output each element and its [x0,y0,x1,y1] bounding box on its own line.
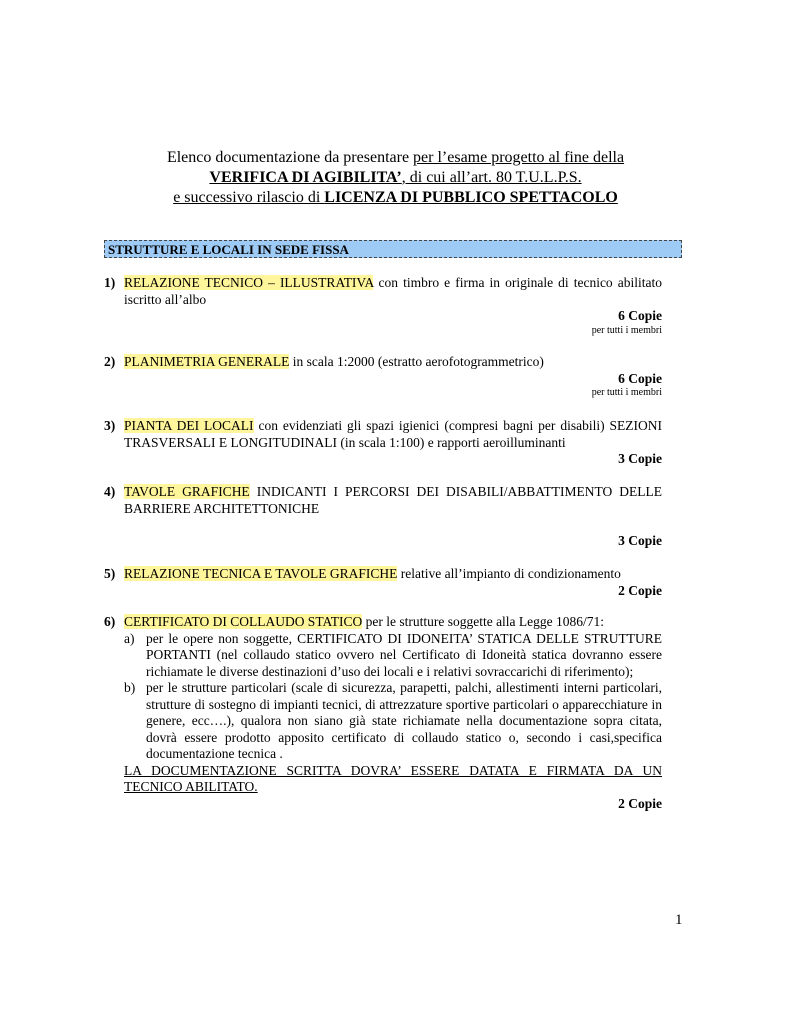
title-text: e successivo rilascio di [173,189,325,206]
item-number: 5) [104,566,116,581]
copies-count: 2 Copie [618,582,662,598]
copies-count: 3 Copie [618,533,662,548]
item-text: con evidenziati gli spazi igienici (compresi bagni per disabili) SEZIONI TRASVERSALI E LONGITUDINALI (in scala 1:100) e rapporti aeroilluminanti [124,418,663,450]
item-number: 6) [104,614,116,629]
list-item [104,614,662,812]
item-text: in scala 1:2000 (estratto aerofotogrammetrico) [289,354,544,369]
copies-count: 6 Copie [618,308,662,323]
copies-count: 6 Copie [618,370,662,386]
list-item [104,354,662,399]
title-verifica: VERIFICA DI AGIBILITA’ [209,169,402,186]
item-number: 2) [104,354,116,369]
title-line-3 [0,187,791,208]
item-highlighted-title: PLANIMETRIA GENERALE [124,354,290,369]
item-highlighted-title: CERTIFICATO DI COLLAUDO STATICO [124,614,363,629]
item-text: INDICANTI I PERCORSI DEI DISABILI/ABBATTIMENTO DELLE BARRIERE ARCHITETTONICHE [124,484,662,516]
sub-item-b [124,680,662,763]
item-text: relative all’impianto di condizionamento [397,566,621,581]
sub-item-text: per le strutture particolari (scale di sicurezza, parapetti, palchi, allestimenti interni particolari, strutture di sostegno di impianti tecnici, di attrezzature sportive particolari o apparecchiature in genere, ecc….), qualora non siano già state richiamate nella documentazione sopra citata, dovrà essere prodotto apposito certificato di collaudo statico o, secondo i casi,specifica documentazione tecnica . [146,680,662,761]
page-number: 1 [675,912,683,928]
copies-note: per tutti i membri [591,387,662,398]
title-licenza: LICENZA DI PUBBLICO SPETTACOLO [324,189,618,206]
sub-item-text: per le opere non soggette, CERTIFICATO DI IDONEITA’ STATICA DELLE STRUTTURE PORTANTI (nel collaudo statico ovvero nel Certificato di Idoneità statica dovranno essere richiamate le diverse destinazioni d’uso dei locali e i relativi sovraccarichi di riferimento); [146,630,662,679]
sub-item-letter: a) [124,630,135,646]
sub-item-a [124,631,662,681]
list-item [104,418,662,468]
title-article-ref: , di cui all’art. 80 T.U.L.P.S. [401,169,582,186]
copies-count: 3 Copie [618,451,662,466]
title-text: Elenco documentazione da presentare [166,149,414,166]
list-item [104,484,662,550]
item-highlighted-title: RELAZIONE TECNICO – ILLUSTRATIVA [124,275,374,290]
item-number: 4) [104,484,116,499]
copies-note: per tutti i membri [591,324,662,336]
item-highlighted-title: RELAZIONE TECNICA E TAVOLE GRAFICHE [124,566,398,581]
section-header: STRUTTURE E LOCALI IN SEDE FISSA [104,240,682,258]
sub-item-letter: b) [124,680,136,695]
list-item [104,566,662,599]
item-number: 1) [104,275,116,290]
copies-count: 2 Copie [618,795,662,811]
list-item [104,275,662,337]
signature-requirement-note: LA DOCUMENTAZIONE SCRITTA DOVRA’ ESSERE DATATA E FIRMATA DA UN TECNICO ABILITATO. [124,762,662,794]
item-text: con timbro e firma in originale di tecnico abilitato iscritto all’albo [124,275,662,307]
item-number: 3) [104,418,116,433]
item-text: per le strutture soggette alla Legge 1086/71: [362,614,605,629]
title-line-1 [0,147,791,168]
item-highlighted-title: TAVOLE GRAFICHE [124,484,250,499]
title-line-2 [0,167,791,188]
item-highlighted-title: PIANTA DEI LOCALI [124,418,254,433]
title-underlined-text: per l’esame progetto al fine della [413,149,625,166]
